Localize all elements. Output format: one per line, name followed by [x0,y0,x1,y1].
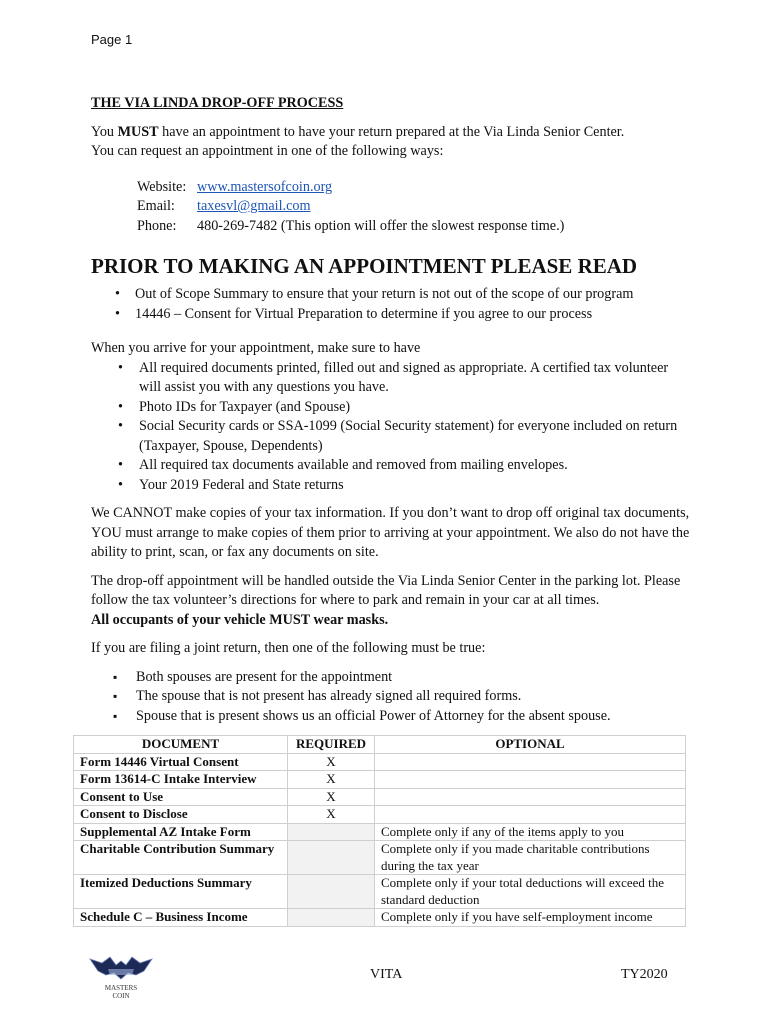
joint-list [91,668,691,727]
prior-list [91,285,691,324]
footer-left: VITA [370,967,403,982]
email-label: Email: [137,198,175,214]
joint-lead: If you are filing a joint return, then one of the following must be true: [91,640,486,656]
document-cell: Schedule C – Business Income [74,909,288,927]
intro-paragraph-line2: You can request an appointment in one of the following ways: [91,143,444,159]
document-body [91,94,691,726]
list-item: ▪ The spouse that is not present has already signed all required forms. [91,687,691,707]
table-row [74,909,686,927]
page-number: Page 1 [91,32,133,47]
website-label: Website: [137,178,187,195]
footer-right: TY2020 [621,967,668,982]
list-item: • All required documents printed, filled out and signed as appropriate. A certified tax volunteer will assist you with any questions you have. [91,359,691,398]
website-link[interactable]: www.mastersofcoin.org [197,178,333,195]
masks-notice: All occupants of your vehicle MUST wear masks. [91,611,389,628]
required-cell [288,909,375,927]
table-row [74,753,686,771]
required-cell [288,823,375,841]
column-header-optional: OPTIONAL [375,736,686,754]
document-cell: Itemized Deductions Summary [74,875,288,909]
list-item: ▪ Spouse that is present shows us an official Power of Attorney for the absent spouse. [91,707,691,727]
required-cell: X [288,806,375,824]
document-cell: Consent to Disclose [74,806,288,824]
required-cell [288,841,375,875]
table-row [74,841,686,875]
table-row [74,806,686,824]
arrive-lead: When you arrive for your appointment, make sure to have [91,340,421,356]
required-cell [288,875,375,909]
list-item: • Your 2019 Federal and State returns [91,476,691,496]
documents-table [73,735,686,927]
arrive-list [91,359,691,496]
column-header-document: DOCUMENT [74,736,288,754]
table-header-row [74,736,686,754]
required-cell: X [288,753,375,771]
table-row [74,875,686,909]
optional-cell: Complete only if any of the items apply to you [375,823,686,841]
optional-cell: Complete only if your total deductions will exceed the standard deduction [375,875,686,909]
svg-text:MASTERS: MASTERS [104,984,138,992]
document-cell: Supplemental AZ Intake Form [74,823,288,841]
optional-cell [375,771,686,789]
phone-value: 480-269-7482 (This option will offer the slowest response time.) [197,217,565,234]
optional-cell [375,806,686,824]
required-cell: X [288,788,375,806]
list-item: • Social Security cards or SSA-1099 (Social Security statement) for everyone included on return (Taxpayer, Spouse, Dependents) [91,417,691,456]
optional-cell: Complete only if you have self-employment income [375,909,686,927]
list-item: ▪ Both spouses are present for the appointment [91,668,691,688]
column-header-required: REQUIRED [288,736,375,754]
document-cell: Charitable Contribution Summary [74,841,288,875]
parking-paragraph: The drop-off appointment will be handled outside the Via Linda Senior Center in the parking lot. Please follow the tax volunteer’s directions for where to park and remain in your car at all times. [91,572,681,608]
svg-text:COIN: COIN [112,992,130,1000]
phone-label: Phone: [137,217,177,234]
document-cell: Form 14446 Virtual Consent [74,753,288,771]
intro-paragraph: You MUST have an appointment to have your return prepared at the Via Linda Senior Center. [91,123,625,140]
table-row [74,823,686,841]
email-link[interactable]: taxesvl@gmail.com [197,198,311,214]
required-cell: X [288,771,375,789]
optional-cell: Complete only if you made charitable contributions during the tax year [375,841,686,875]
section-title: THE VIA LINDA DROP-OFF PROCESS [91,95,344,111]
copies-paragraph: We CANNOT make copies of your tax information. If you don’t want to drop off original tax documents, YOU must arrange to make copies of them prior to arriving at your appointment. We also do not have the ability to print, scan, or fax any documents on site. [91,505,690,560]
optional-cell [375,753,686,771]
list-item: • 14446 – Consent for Virtual Preparation to determine if you agree to our process [91,305,691,325]
list-item: • Photo IDs for Taxpayer (and Spouse) [91,398,691,418]
table-row [74,788,686,806]
document-cell: Form 13614-C Intake Interview [74,771,288,789]
optional-cell [375,788,686,806]
prior-heading: PRIOR TO MAKING AN APPOINTMENT PLEASE READ [91,254,638,278]
eagle-logo-icon [88,953,154,1003]
contact-block [137,178,691,237]
list-item: • All required tax documents available and removed from mailing envelopes. [91,456,691,476]
list-item: • Out of Scope Summary to ensure that your return is not out of the scope of our program [91,285,691,305]
table-row [74,771,686,789]
document-cell: Consent to Use [74,788,288,806]
